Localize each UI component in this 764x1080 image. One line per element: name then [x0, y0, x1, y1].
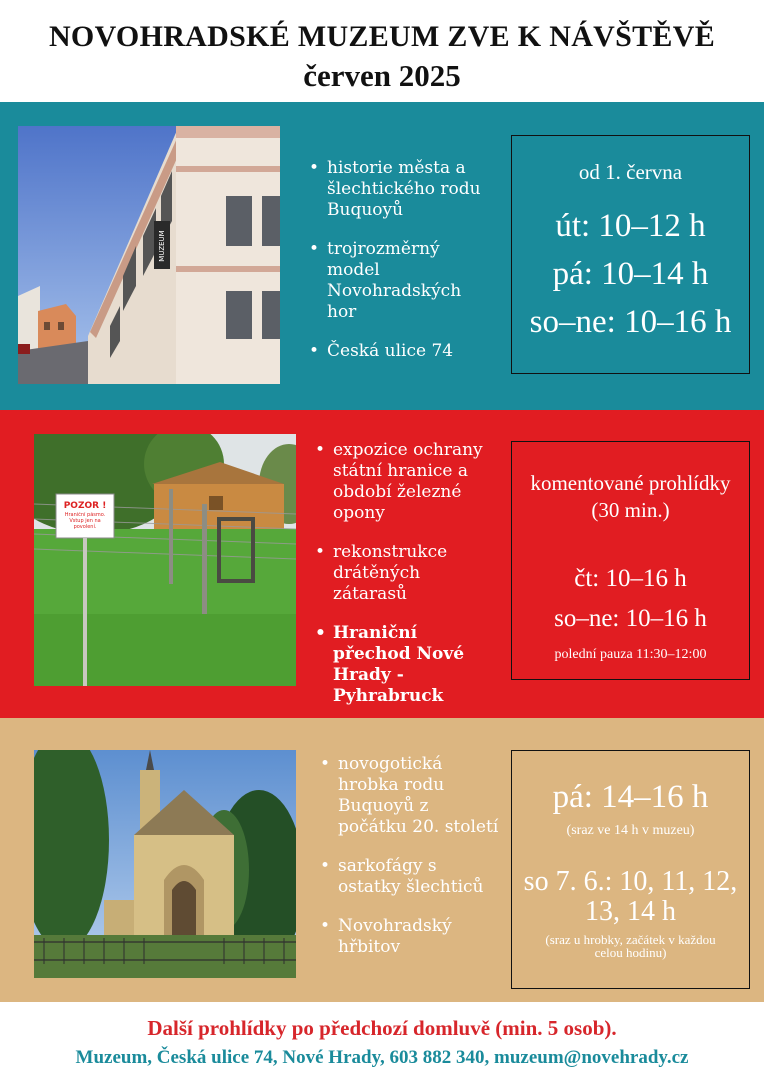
- tomb-hours-note: (sraz u hrobky, začátek v každou celou hodinu): [545, 932, 716, 960]
- museum-building-photo: [18, 126, 280, 384]
- list-item: • Česká ulice 74: [309, 341, 484, 362]
- border-fence-photo: [34, 434, 296, 686]
- tomb-hours-line: pá: 14–16 h: [552, 779, 709, 815]
- list-item: • sarkofágy s ostatky šlechticů: [320, 856, 500, 898]
- section-border: [0, 410, 764, 718]
- poster-subtitle: červen 2025: [303, 58, 461, 93]
- border-hours-box: [511, 441, 750, 680]
- gothic-tomb-photo: [34, 750, 296, 978]
- border-pause-note: polední pauza 11:30–12:00: [554, 647, 707, 662]
- museum-sign-text: MUZEUM: [158, 230, 166, 262]
- list-item: • Hraniční přechod Nové Hrady - Pyhrabruck: [315, 623, 495, 707]
- warning-sign-text: Hraniční pásmo. Vstup jen na povolení.: [64, 512, 106, 530]
- museum-hours-note: od 1. června: [578, 160, 683, 184]
- list-item: • rekonstrukce drátěných zátarasů: [315, 542, 495, 605]
- list-item: • expozice ochrany státní hranice a období železné opony: [315, 440, 495, 524]
- tomb-hours-note: (sraz ve 14 h v muzeu): [566, 823, 695, 838]
- tomb-hours-box: [511, 750, 750, 989]
- section-museum: [0, 102, 764, 410]
- border-hours-note: komentované prohlídky (30 min.): [530, 471, 731, 522]
- museum-hours-box: [511, 135, 750, 374]
- list-item: • historie města a šlechtického rodu Buquoyů: [309, 158, 484, 221]
- border-bullet-list: [315, 440, 495, 725]
- poster-title: NOVOHRADSKÉ MUZEUM ZVE K NÁVŠTĚVĚ: [48, 20, 716, 53]
- museum-hours-line: pá: 10–14 h: [552, 256, 709, 292]
- tomb-bullet-list: [320, 754, 500, 976]
- museum-bullet-list: [309, 158, 484, 380]
- list-item: • Novohradský hřbitov: [320, 916, 500, 958]
- museum-hours-line: út: 10–12 h: [555, 208, 706, 244]
- museum-hours-line: so–ne: 10–16 h: [529, 304, 732, 340]
- footer-booking-note: Další prohlídky po předchozí domluvě (min. 5 osob).: [147, 1016, 617, 1040]
- footer-contact: Muzeum, Česká ulice 74, Nové Hrady, 603 882 340, muzeum@novehrady.cz: [75, 1047, 689, 1068]
- tomb-hours-line: so 7. 6.: 10, 11, 12, 13, 14 h: [523, 866, 738, 927]
- border-hours-line: čt: 10–16 h: [574, 565, 687, 592]
- list-item: • novogotická hrobka rodu Buquoyů z počátku 20. století: [320, 754, 500, 838]
- list-item: • trojrozměrný model Novohradských hor: [309, 239, 484, 323]
- warning-sign-title: POZOR !: [63, 501, 107, 511]
- section-tomb: [0, 718, 764, 1002]
- border-hours-line: so–ne: 10–16 h: [554, 605, 707, 632]
- poster-header: [0, 0, 764, 102]
